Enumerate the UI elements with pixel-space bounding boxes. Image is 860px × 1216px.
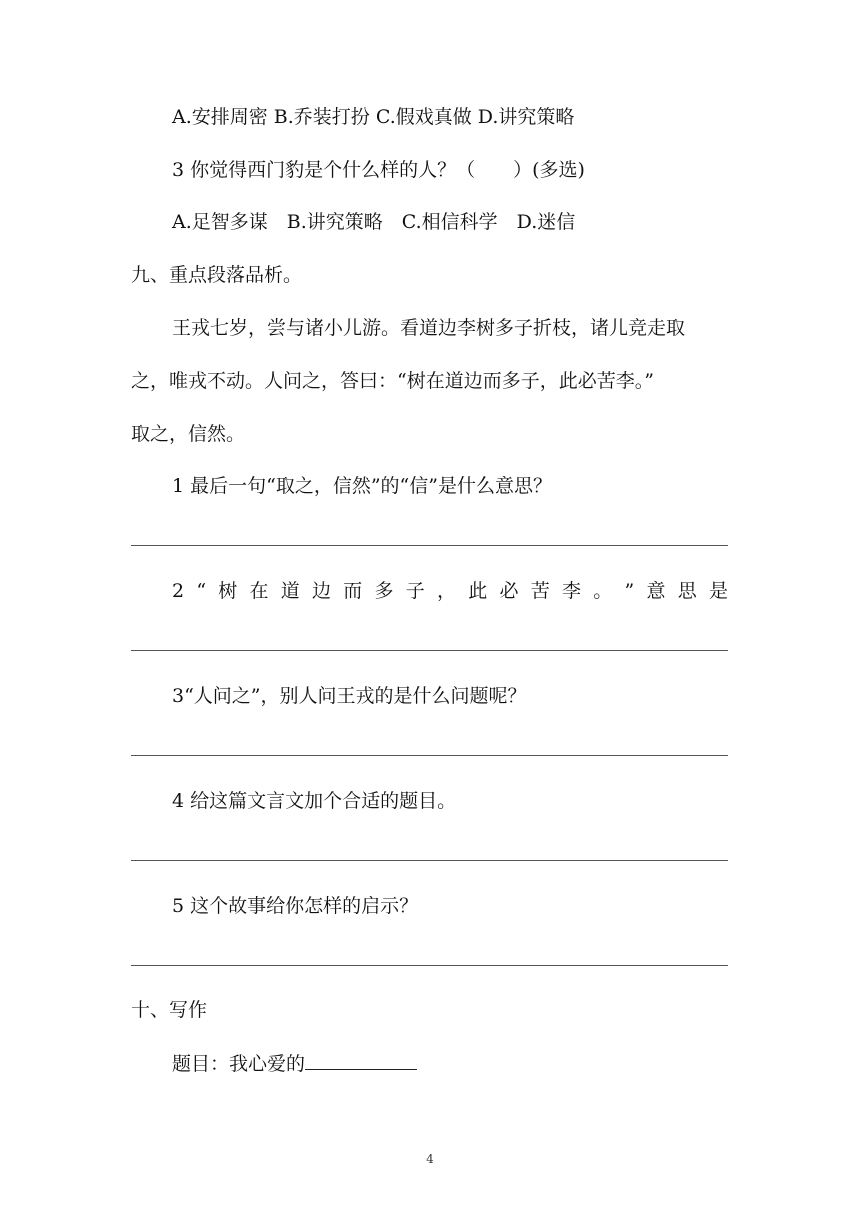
answer-line-3[interactable]: [131, 755, 728, 756]
passage-line-2: 之，唯戎不动。人问之，答曰：“树在道边而多子，此必苦李。”: [131, 370, 654, 392]
section-10-heading: 十、写作: [131, 999, 208, 1021]
q2-char: 必: [499, 580, 519, 602]
q2-options: A.安排周密 B.乔装打扮 C.假戏真做 D.讲究策略: [172, 106, 575, 128]
q3-options: A.足智多谋 B.讲究策略 C.相信科学 D.迷信: [172, 211, 576, 233]
q2-char: 是: [708, 580, 728, 602]
q2-char: 在: [249, 580, 269, 602]
answer-line-4[interactable]: [131, 860, 728, 861]
q2-char: ”: [624, 580, 635, 602]
q2-char: ，: [437, 580, 457, 602]
question-4: 4 给这篇文言文加个合适的题目。: [172, 790, 457, 812]
question-5: 5 这个故事给你怎样的启示？: [172, 895, 419, 917]
q2-char: 李: [562, 580, 582, 602]
q2-char: 树: [218, 580, 238, 602]
q2-char: 而: [343, 580, 363, 602]
q2-char: 意: [646, 580, 666, 602]
passage-line-3: 取之，信然。: [131, 423, 246, 445]
q2-char: 2: [172, 580, 185, 602]
page-number: 4: [426, 1152, 434, 1166]
q2-char: 苦: [530, 580, 550, 602]
q2-char: 此: [468, 580, 488, 602]
q2-char: 边: [312, 580, 332, 602]
answer-line-5[interactable]: [131, 965, 728, 966]
q2-char: 思: [677, 580, 697, 602]
q3-text: 3 你觉得西门豹是个什么样的人？（ ）(多选): [172, 159, 585, 181]
passage-line-1: 王戎七岁，尝与诸小儿游。看道边李树多子折枝，诸儿竞走取: [172, 317, 686, 339]
q2-char: 道: [280, 580, 300, 602]
question-1: 1 最后一句“取之，信然”的“信”是什么意思？: [172, 475, 552, 497]
q2-char: 子: [405, 580, 425, 602]
section-9-heading: 九、重点段落品析。: [131, 264, 303, 286]
question-3: 3“人问之”，别人问王戎的是什么问题呢？: [172, 685, 527, 707]
writing-prompt-label: 题目：我心爱的: [172, 1053, 306, 1075]
q2-char: 。: [593, 580, 613, 602]
answer-line-2[interactable]: [131, 650, 728, 651]
writing-prompt: [172, 1051, 417, 1076]
q2-char: “: [196, 580, 207, 602]
answer-line-1[interactable]: [131, 545, 728, 546]
title-blank[interactable]: [305, 1051, 417, 1070]
question-2: [172, 579, 728, 603]
q2-char: 多: [374, 580, 394, 602]
